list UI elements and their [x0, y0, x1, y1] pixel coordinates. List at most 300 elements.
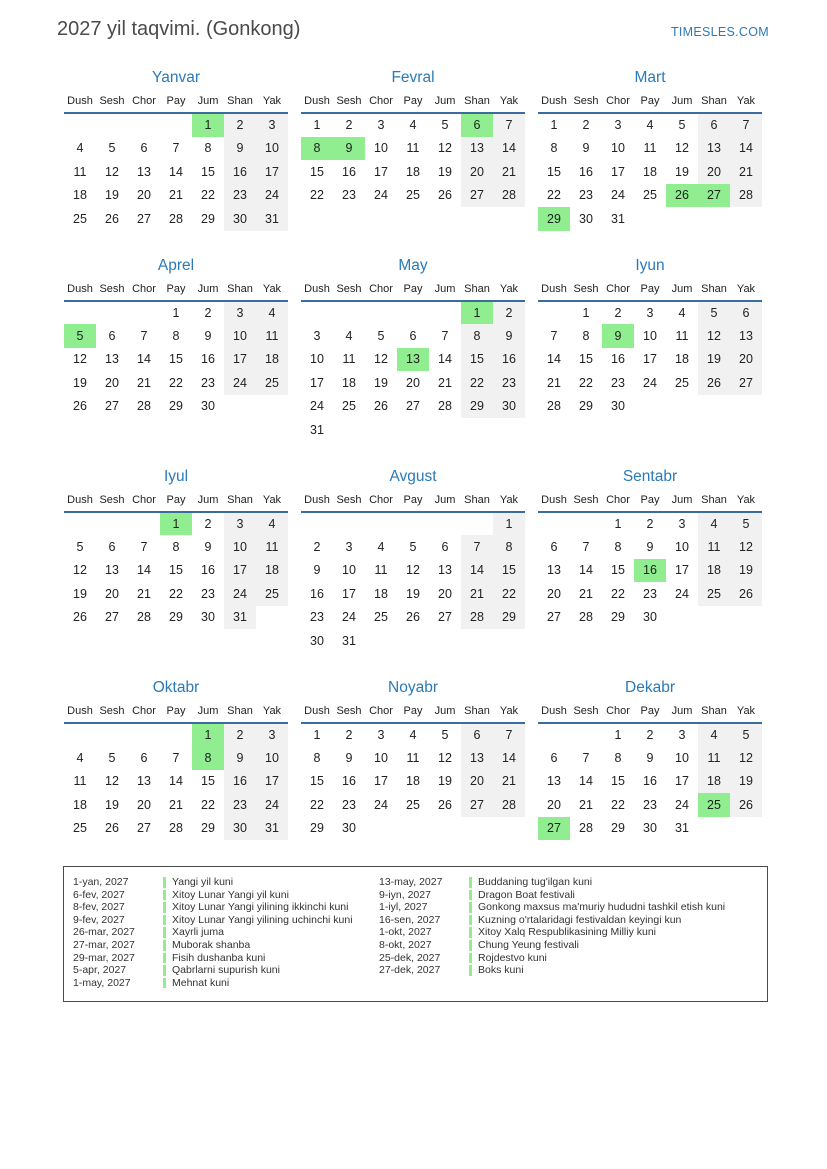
empty-cell [538, 512, 570, 536]
empty-cell [730, 817, 762, 841]
empty-cell [570, 723, 602, 747]
holiday-color-bar [469, 902, 472, 913]
empty-cell [493, 629, 525, 653]
day-cell: 20 [698, 160, 730, 184]
empty-cell [634, 395, 666, 419]
day-cell: 30 [201, 610, 215, 625]
day-cell: 21 [579, 797, 593, 812]
day-cell: 19 [730, 770, 762, 794]
day-cell: 30 [643, 821, 657, 836]
weekday-header: Shan [464, 704, 490, 717]
day-cell: 6 [698, 113, 730, 137]
weekday-header: Dush [304, 493, 330, 506]
empty-cell [397, 512, 429, 536]
empty-cell [461, 629, 493, 653]
day-cell: 22 [169, 375, 183, 390]
day-cell: 16 [342, 774, 356, 789]
weekday-header: Shan [701, 493, 727, 506]
day-cell: 7 [172, 141, 180, 156]
day-cell: 30 [224, 817, 256, 841]
day-cell: 5 [76, 539, 84, 554]
day-cell: 31 [611, 211, 625, 226]
day-cell: 22 [310, 188, 324, 203]
day-cell: 15 [611, 774, 625, 789]
holiday-day-cell: 6 [461, 113, 493, 137]
day-cell: 1 [493, 512, 525, 536]
holiday-color-bar [163, 978, 166, 989]
day-cell: 18 [374, 586, 388, 601]
empty-cell [128, 723, 160, 747]
legend-name: Xitoy Lunar Yangi yil kuni [172, 888, 289, 901]
day-cell: 5 [441, 727, 449, 742]
day-cell: 1 [582, 305, 590, 320]
day-cell: 24 [675, 797, 689, 812]
empty-cell [96, 113, 128, 137]
day-cell: 25 [256, 582, 288, 606]
empty-cell [365, 301, 397, 325]
legend-item [379, 876, 759, 889]
day-cell: 7 [461, 535, 493, 559]
day-cell: 2 [345, 727, 353, 742]
month-title: Iyul [163, 467, 189, 485]
day-cell: 31 [224, 606, 256, 630]
day-cell: 12 [374, 352, 388, 367]
day-cell: 29 [201, 211, 215, 226]
day-cell: 23 [611, 375, 625, 390]
empty-cell [461, 817, 493, 841]
day-cell: 17 [374, 774, 388, 789]
empty-cell [538, 723, 570, 747]
day-cell: 4 [409, 727, 417, 742]
weekday-header: Jum [671, 704, 693, 717]
day-cell: 3 [614, 118, 622, 133]
weekday-header: Chor [369, 704, 393, 717]
day-cell: 17 [224, 559, 256, 583]
day-cell: 25 [374, 610, 388, 625]
day-cell: 21 [169, 797, 183, 812]
day-cell: 7 [582, 750, 590, 765]
weekday-header: Dush [541, 493, 567, 506]
legend-date: 27-dek, 2027 [379, 964, 441, 977]
legend-name: Xitoy Lunar Yangi yilining uchinchi kuni [172, 913, 353, 926]
legend-name: Yangi yil kuni [172, 876, 234, 888]
day-cell: 1 [614, 516, 622, 531]
day-cell: 17 [675, 774, 689, 789]
day-cell: 13 [547, 774, 561, 789]
day-cell: 26 [73, 399, 87, 414]
day-cell: 3 [313, 328, 321, 343]
day-cell: 4 [646, 118, 654, 133]
day-cell: 9 [204, 539, 212, 554]
day-cell: 23 [579, 188, 593, 203]
legend-item [379, 914, 759, 927]
month-dekabr [538, 679, 762, 841]
empty-cell [666, 606, 698, 630]
day-cell: 4 [256, 512, 288, 536]
weekday-header: Jum [434, 95, 456, 107]
legend-name: Xayrli juma [172, 926, 224, 939]
empty-cell [256, 395, 288, 419]
legend-date: 8-okt, 2027 [379, 938, 432, 951]
legend-date: 6-fev, 2027 [73, 888, 125, 901]
weekday-header: Shan [464, 95, 490, 107]
day-cell: 23 [342, 188, 356, 203]
weekday-header: Yak [262, 493, 282, 506]
day-cell: 15 [169, 563, 183, 578]
day-cell: 12 [438, 750, 452, 765]
empty-cell [96, 723, 128, 747]
holiday-day-cell: 8 [301, 137, 333, 161]
day-cell: 25 [406, 188, 420, 203]
day-cell: 1 [550, 118, 558, 133]
day-cell: 9 [345, 750, 353, 765]
day-cell: 20 [105, 586, 119, 601]
day-cell: 11 [698, 746, 730, 770]
day-cell: 10 [224, 324, 256, 348]
day-cell: 1 [614, 727, 622, 742]
day-cell: 9 [646, 539, 654, 554]
day-cell: 16 [643, 774, 657, 789]
day-cell: 22 [579, 375, 593, 390]
day-cell: 28 [730, 184, 762, 208]
day-cell: 10 [310, 352, 324, 367]
day-cell: 21 [438, 375, 452, 390]
weekday-header: Sesh [573, 493, 599, 506]
empty-cell [333, 418, 365, 442]
day-cell: 2 [582, 118, 590, 133]
day-cell: 3 [678, 727, 686, 742]
legend-date: 1-yan, 2027 [73, 876, 129, 888]
legend-column-left [73, 876, 379, 989]
holiday-day-cell: 1 [192, 113, 224, 137]
day-cell: 21 [493, 160, 525, 184]
day-cell: 11 [374, 563, 388, 578]
day-cell: 10 [224, 535, 256, 559]
day-cell: 16 [493, 348, 525, 372]
day-cell: 18 [698, 770, 730, 794]
day-cell: 6 [409, 328, 417, 343]
day-cell: 2 [224, 113, 256, 137]
empty-cell [666, 395, 698, 419]
day-cell: 16 [310, 586, 324, 601]
day-cell: 21 [137, 375, 151, 390]
weekday-header: Shan [464, 493, 490, 506]
day-cell: 31 [256, 207, 288, 231]
weekday-header: Shan [227, 704, 253, 717]
day-cell: 12 [698, 324, 730, 348]
legend-item [73, 952, 379, 965]
day-cell: 12 [730, 746, 762, 770]
legend-item [379, 939, 759, 952]
holiday-color-bar [163, 877, 166, 888]
day-cell: 5 [698, 301, 730, 325]
day-cell: 20 [730, 348, 762, 372]
day-cell: 5 [730, 723, 762, 747]
empty-cell [301, 512, 333, 536]
day-cell: 12 [730, 535, 762, 559]
day-cell: 3 [377, 118, 385, 133]
day-cell: 8 [172, 539, 180, 554]
day-cell: 17 [643, 352, 657, 367]
day-cell: 12 [675, 141, 689, 156]
day-cell: 20 [406, 375, 420, 390]
weekday-header: Dush [541, 704, 567, 717]
day-cell: 28 [547, 399, 561, 414]
day-cell: 22 [547, 188, 561, 203]
weekday-header: Dush [541, 282, 567, 295]
day-cell: 11 [256, 535, 288, 559]
day-cell: 18 [73, 188, 87, 203]
day-cell: 6 [461, 723, 493, 747]
day-cell: 3 [678, 516, 686, 531]
day-cell: 7 [493, 113, 525, 137]
day-cell: 21 [169, 188, 183, 203]
day-cell: 11 [406, 750, 420, 765]
empty-cell [429, 418, 461, 442]
day-cell: 16 [224, 770, 256, 794]
weekday-header: Jum [434, 282, 456, 295]
empty-cell [730, 606, 762, 630]
site-link[interactable]: TIMESLES.COM [670, 25, 769, 39]
weekday-header: Dush [67, 704, 93, 717]
holiday-color-bar [469, 927, 472, 938]
day-cell: 14 [461, 559, 493, 583]
day-cell: 18 [698, 559, 730, 583]
weekday-header: Yak [262, 95, 282, 107]
legend-item [73, 964, 379, 977]
month-title: Yanvar [152, 69, 200, 86]
legend-date: 1-okt, 2027 [379, 926, 432, 939]
day-cell: 28 [493, 184, 525, 208]
holiday-color-bar [469, 965, 472, 976]
weekday-header: Yak [262, 704, 282, 717]
legend-item [379, 964, 759, 977]
day-cell: 5 [409, 539, 417, 554]
weekday-header: Dush [67, 493, 93, 506]
day-cell: 2 [204, 516, 212, 531]
holiday-color-bar [163, 902, 166, 913]
day-cell: 30 [579, 211, 593, 226]
day-cell: 7 [140, 539, 148, 554]
day-cell: 15 [579, 352, 593, 367]
day-cell: 7 [441, 328, 449, 343]
empty-cell [429, 817, 461, 841]
legend-item [73, 977, 379, 990]
holiday-color-bar [163, 915, 166, 926]
day-cell: 20 [105, 375, 119, 390]
weekday-header: Yak [736, 493, 756, 506]
day-cell: 28 [461, 606, 493, 630]
legend-date: 9-iyn, 2027 [379, 888, 431, 901]
weekday-header: Sesh [573, 704, 599, 717]
day-cell: 14 [169, 164, 183, 179]
day-cell: 14 [438, 352, 452, 367]
day-cell: 24 [256, 184, 288, 208]
day-cell: 8 [172, 328, 180, 343]
weekday-header: Jum [197, 282, 219, 295]
holiday-day-cell: 26 [666, 184, 698, 208]
day-cell: 28 [169, 211, 183, 226]
empty-cell [128, 113, 160, 137]
legend-date: 25-dek, 2027 [379, 951, 441, 964]
day-cell: 12 [438, 141, 452, 156]
day-cell: 27 [406, 399, 420, 414]
weekday-header: Yak [499, 95, 519, 107]
holiday-color-bar [163, 927, 166, 938]
day-cell: 19 [73, 586, 87, 601]
day-cell: 23 [643, 586, 657, 601]
day-cell: 24 [310, 399, 324, 414]
empty-cell [128, 512, 160, 536]
month-title: Oktabr [152, 678, 200, 696]
holiday-day-cell: 27 [698, 184, 730, 208]
day-cell: 17 [256, 160, 288, 184]
legend-item [379, 889, 759, 902]
day-cell: 8 [493, 535, 525, 559]
empty-cell [224, 395, 256, 419]
holiday-day-cell: 5 [64, 324, 96, 348]
day-cell: 15 [310, 164, 324, 179]
legend-name: Kuzning o'rtalaridagi festivaldan keyingi kun [478, 913, 682, 926]
weekday-header: Jum [671, 95, 693, 107]
empty-cell [333, 512, 365, 536]
empty-cell [634, 207, 666, 231]
day-cell: 2 [493, 301, 525, 325]
day-cell: 21 [137, 586, 151, 601]
empty-cell [698, 395, 730, 419]
day-cell: 21 [547, 375, 561, 390]
holiday-color-bar [163, 965, 166, 976]
weekday-header: Pay [166, 493, 186, 506]
weekday-header: Chor [606, 95, 630, 107]
empty-cell [397, 629, 429, 653]
day-cell: 21 [579, 586, 593, 601]
day-cell: 4 [76, 750, 84, 765]
empty-cell [666, 207, 698, 231]
month-sentabr [538, 468, 762, 653]
day-cell: 1 [313, 727, 321, 742]
day-cell: 16 [201, 563, 215, 578]
day-cell: 26 [730, 793, 762, 817]
day-cell: 15 [547, 164, 561, 179]
day-cell: 14 [493, 746, 525, 770]
day-cell: 23 [224, 793, 256, 817]
day-cell: 15 [169, 352, 183, 367]
day-cell: 13 [438, 563, 452, 578]
empty-cell [64, 113, 96, 137]
day-cell: 5 [108, 141, 116, 156]
day-cell: 15 [493, 559, 525, 583]
day-cell: 6 [108, 539, 116, 554]
page-title: 2027 yil taqvimi. (Gonkong) [57, 18, 301, 40]
day-cell: 19 [438, 164, 452, 179]
day-cell: 6 [550, 539, 558, 554]
weekday-header: Sesh [336, 95, 362, 107]
day-cell: 26 [105, 211, 119, 226]
weekday-header: Pay [640, 493, 660, 506]
holiday-day-cell: 1 [160, 512, 192, 536]
weekday-header: Jum [671, 493, 693, 506]
empty-cell [64, 512, 96, 536]
day-cell: 2 [345, 118, 353, 133]
day-cell: 14 [137, 563, 151, 578]
day-cell: 18 [406, 164, 420, 179]
empty-cell [64, 723, 96, 747]
weekday-header: Shan [701, 704, 727, 717]
month-title: Mart [634, 69, 666, 86]
day-cell: 20 [438, 586, 452, 601]
day-cell: 14 [137, 352, 151, 367]
day-cell: 17 [675, 563, 689, 578]
day-cell: 19 [105, 188, 119, 203]
day-cell: 21 [493, 770, 525, 794]
day-cell: 1 [172, 305, 180, 320]
day-cell: 24 [374, 797, 388, 812]
weekday-header: Jum [671, 282, 693, 295]
weekday-header: Yak [499, 704, 519, 717]
day-cell: 14 [169, 774, 183, 789]
day-cell: 4 [698, 723, 730, 747]
month-table [64, 95, 288, 231]
day-cell: 22 [611, 797, 625, 812]
month-table [301, 95, 525, 207]
weekday-header: Pay [403, 493, 423, 506]
day-cell: 23 [201, 586, 215, 601]
month-title: Iyun [635, 256, 665, 274]
weekday-header: Sesh [573, 95, 599, 107]
holiday-color-bar [469, 915, 472, 926]
month-title: Noyabr [388, 678, 438, 696]
day-cell: 30 [342, 821, 356, 836]
day-cell: 7 [493, 723, 525, 747]
day-cell: 21 [730, 160, 762, 184]
weekday-header: Chor [132, 95, 156, 107]
day-cell: 7 [140, 328, 148, 343]
weekday-header: Jum [197, 704, 219, 717]
day-cell: 6 [108, 328, 116, 343]
month-table [538, 283, 762, 419]
day-cell: 27 [137, 821, 151, 836]
month-title: May [398, 256, 428, 274]
day-cell: 15 [461, 348, 493, 372]
day-cell: 12 [105, 774, 119, 789]
day-cell: 8 [614, 539, 622, 554]
day-cell: 31 [256, 817, 288, 841]
day-cell: 10 [256, 137, 288, 161]
day-cell: 11 [406, 141, 420, 156]
weekday-header: Pay [403, 95, 423, 107]
day-cell: 18 [675, 352, 689, 367]
day-cell: 16 [579, 164, 593, 179]
month-fevral [301, 69, 525, 231]
day-cell: 22 [493, 582, 525, 606]
day-cell: 13 [105, 352, 119, 367]
day-cell: 20 [137, 188, 151, 203]
weekday-header: Dush [304, 704, 330, 717]
day-cell: 12 [105, 164, 119, 179]
day-cell: 15 [201, 774, 215, 789]
day-cell: 29 [493, 606, 525, 630]
day-cell: 18 [643, 164, 657, 179]
day-cell: 20 [547, 586, 561, 601]
weekday-header: Jum [434, 493, 456, 506]
weekday-header: Dush [304, 95, 330, 107]
empty-cell [493, 418, 525, 442]
legend-item [73, 926, 379, 939]
month-mart [538, 69, 762, 231]
legend-date: 8-fev, 2027 [73, 901, 125, 914]
weekday-header: Sesh [336, 704, 362, 717]
